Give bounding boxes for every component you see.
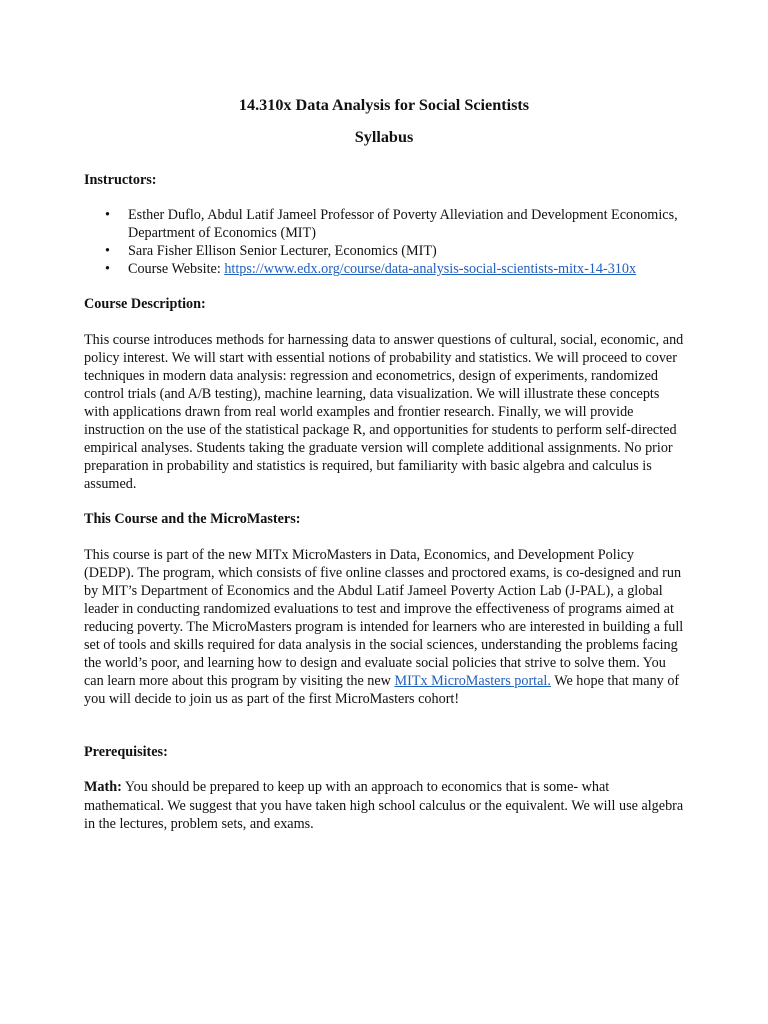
syllabus-page <box>84 95 684 833</box>
math-text: You should be prepared to keep up with an approach to economics that is some- what mathematical. We suggest that you have taken high school calculus or the equivalent. We will use algebra in the lectures, problem sets, and exams. <box>84 779 684 832</box>
course-description-heading: Course Description: <box>84 296 206 313</box>
micromasters-heading: This Course and the MicroMasters: <box>84 511 301 528</box>
instructor-item <box>84 206 684 242</box>
document-title: 14.310x Data Analysis for Social Scientists <box>238 96 530 114</box>
course-description-text: This course introduces methods for harnessing data to answer questions of cultural, social, economic, and policy interest. We will start with essential notions of probability and statistics. We will proceed to cover techniques in modern data analysis: regression and econometrics, design of experiments, randomized control trials (and A/B testing), machine learning, data visualization. We will illustrate these concepts with applications drawn from real world examples and frontier research. Finally, we will provide instruction on the use of the statistical package R, and opportunities for students to perform self-directed empirical analyses. Students taking the graduate version will complete additional assignments. No prior preparation in probability and statistics is required, but familiarity with basic algebra and calculus is assumed. <box>84 331 684 493</box>
micromasters-paragraph <box>84 546 684 709</box>
micromasters-text-after-link: We hope that many of you will decide to join us as part of the first MicroMasters cohort! <box>84 673 680 708</box>
bullet-icon: • <box>105 207 110 224</box>
math-prerequisite-paragraph <box>84 778 684 832</box>
course-website-item <box>84 260 684 278</box>
prerequisites-heading: Prerequisites: <box>84 744 168 761</box>
math-label: Math: <box>84 779 122 796</box>
micromasters-portal-link[interactable]: MITx MicroMasters portal. <box>394 673 551 690</box>
instructor-item <box>84 242 684 260</box>
instructor-text: Sara Fisher Ellison Senior Lecturer, Economics (MIT) <box>128 243 437 260</box>
course-website-link[interactable]: https://www.edx.org/course/data-analysis-social-scientists-mitx-14-310x <box>224 261 637 278</box>
instructors-heading: Instructors: <box>84 172 157 188</box>
bullet-icon: • <box>105 243 110 260</box>
instructors-list <box>84 206 684 278</box>
micromasters-text-before-link: This course is part of the new MITx MicroMasters in Data, Economics, and Development Policy (DEDP). The program, which consists of five online classes and proctored exams, is co-designed and run by MIT’s Department of Economics and the Abdul Latif Jameel Poverty Action Lab (J-PAL), a global leader in conducting randomized evaluations to test and improve the effectiveness of programs aimed at reducing poverty. The MicroMasters program is intended for learners who are interested in building a full set of tools and skills required for data analysis in the social sciences, understanding the problems facing the world’s poor, and learning how to design and evaluate social policies that strive to solve them. You can learn more about this program by visiting the new <box>84 546 684 690</box>
instructor-text: Esther Duflo, Abdul Latif Jameel Professor of Poverty Alleviation and Development Economics, Department of Economics (MIT) <box>128 207 678 242</box>
document-subtitle: Syllabus <box>354 128 414 146</box>
course-website-label: Course Website: <box>128 261 225 278</box>
bullet-icon: • <box>105 261 110 278</box>
